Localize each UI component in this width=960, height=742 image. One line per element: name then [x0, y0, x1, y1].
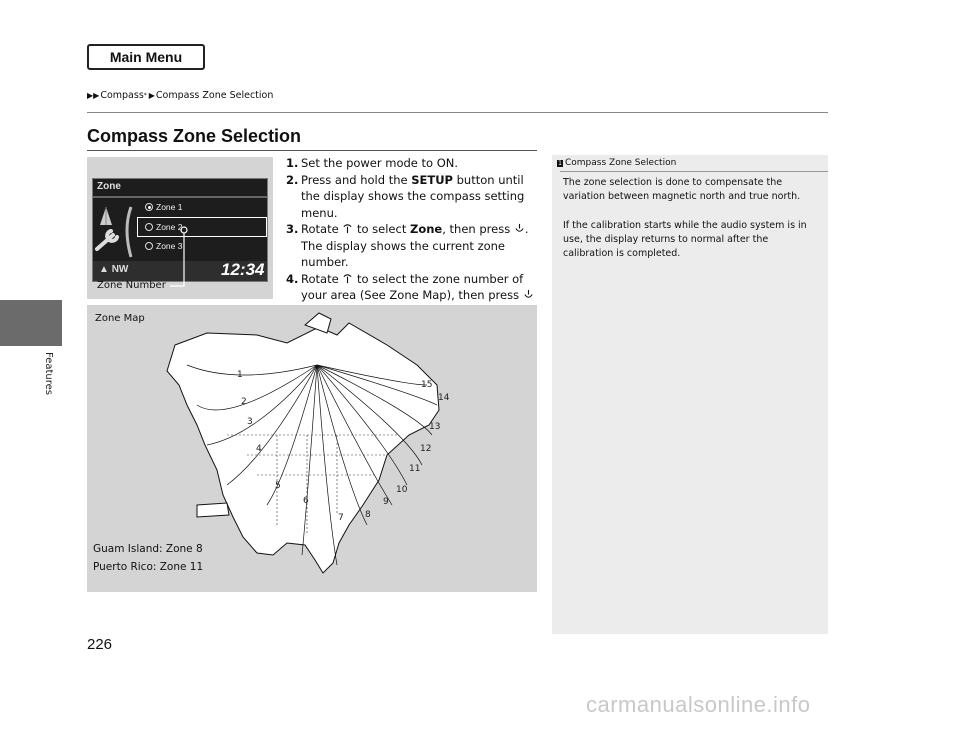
main-menu-button[interactable]: Main Menu — [87, 44, 205, 70]
zone-option-3[interactable]: Zone 3 — [145, 241, 182, 251]
zone-option-1[interactable]: Zone 1 — [145, 202, 182, 212]
radio-icon — [145, 223, 153, 231]
breadcrumb — [87, 90, 273, 101]
rotate-knob-icon — [342, 273, 353, 284]
press-knob-icon — [523, 289, 534, 300]
zone-label: 8 — [365, 510, 371, 520]
display-title-bar — [93, 196, 267, 198]
step-4: 4. Rotate to select the zone number of your area (See Zone Map), then press — [286, 271, 536, 321]
zone-label: 14 — [438, 393, 450, 403]
zone-label: 15 — [421, 380, 433, 390]
sidebar-divider — [560, 171, 828, 172]
breadcrumb-current: Compass Zone Selection — [155, 90, 274, 101]
page-title: Compass Zone Selection — [87, 126, 302, 146]
zone-label: 3 — [247, 417, 253, 427]
header-divider — [87, 112, 828, 113]
watermark: carmanualsonline.info — [586, 692, 811, 717]
heading-indicator: ▲ NW — [99, 264, 129, 275]
step-2: 2. Press and hold the SETUP button until the display shows the compass setting menu. — [286, 172, 525, 220]
press-knob-icon — [514, 223, 525, 234]
map-note-puerto-rico: Puerto Rico: Zone 11 — [93, 561, 204, 573]
section-label: Features — [43, 352, 54, 395]
zone-label: 10 — [396, 485, 408, 495]
breadcrumb-mark: * — [143, 92, 147, 99]
zone-label: 12 — [420, 444, 432, 454]
map-title: Zone Map — [95, 313, 145, 324]
zone-label: 7 — [338, 513, 344, 523]
zone-number-callout: Zone Number — [97, 280, 166, 291]
step-3: 3. Rotate to select Zone, then press . The display shows the current zone number. — [286, 222, 529, 269]
title-divider — [87, 150, 537, 151]
breadcrumb-arrow-icon: ▶▶ — [87, 91, 100, 100]
sidebar-paragraph: The zone selection is done to compensate the variation between magnetic north and true north. — [563, 177, 801, 202]
zone-label: 6 — [303, 496, 309, 506]
note-marker-icon: 1 — [558, 160, 562, 167]
zone-label: 13 — [429, 422, 441, 432]
map-note-guam: Guam Island: Zone 8 — [93, 543, 203, 555]
callout-line — [168, 226, 190, 290]
zone-label: 4 — [256, 444, 262, 454]
zone-label: 2 — [241, 397, 247, 407]
compass-wrench-icon — [93, 199, 141, 261]
zone-label: 11 — [409, 464, 421, 474]
display-clock: 12:34 — [221, 260, 265, 279]
radio-selected-icon — [145, 203, 153, 211]
instruction-steps — [286, 155, 536, 320]
sidebar-paragraph: If the calibration starts while the audio system is in use, the display returns to normal after the calibration is completed. — [563, 220, 807, 259]
section-tab[interactable] — [0, 300, 62, 346]
breadcrumb-compass-link[interactable]: Compass — [100, 90, 144, 101]
sidebar-heading: 1 Compass Zone Selection — [558, 158, 677, 168]
display-title: Zone — [97, 181, 121, 192]
step-1: 1. Set the power mode to ON. — [286, 156, 459, 170]
zone-option-2[interactable]: Zone 2 — [145, 222, 182, 232]
radio-icon — [145, 242, 153, 250]
page-number: 226 — [87, 636, 113, 653]
zone-label: 9 — [383, 497, 389, 507]
zone-label: 5 — [275, 481, 281, 491]
rotate-knob-icon — [342, 223, 353, 234]
zone-label: 1 — [237, 370, 243, 380]
breadcrumb-arrow-icon: ▶ — [148, 91, 155, 100]
